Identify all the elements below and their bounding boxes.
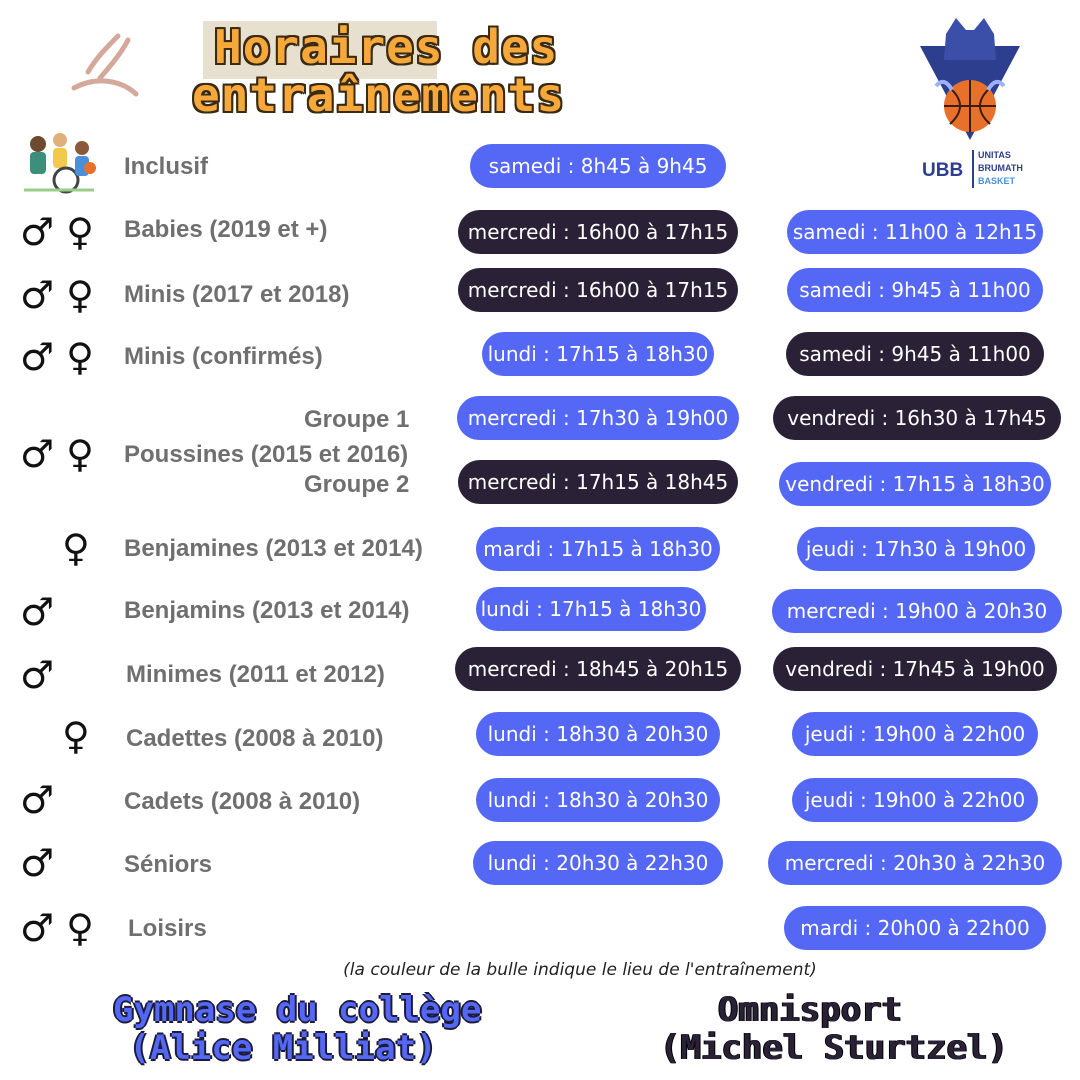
row-label-cadets: Cadets (2008 à 2010): [124, 788, 361, 815]
slot-loisirs-1[interactable]: mardi : 20h00 à 22h00: [784, 906, 1046, 950]
group-label-2: Groupe 2: [304, 471, 410, 498]
group-label-1: Groupe 1: [304, 406, 410, 433]
row-label-cadettes: Cadettes (2008 à 2010): [126, 725, 384, 752]
row-label-benjamines: Benjamines (2013 et 2014): [124, 535, 423, 562]
male-icon: ♂: [20, 778, 55, 822]
logo-line3: BASKET: [978, 176, 1016, 186]
slot-benjamines-2[interactable]: jeudi : 17h30 à 19h00: [797, 527, 1035, 571]
slot-minimes-2[interactable]: vendredi : 17h45 à 19h00: [773, 647, 1057, 691]
slot-benjamines-1[interactable]: mardi : 17h15 à 18h30: [476, 527, 720, 571]
male-female-icon: ♂ ♀: [20, 210, 94, 254]
male-female-icon: ♂ ♀: [20, 273, 94, 317]
slot-babies-2[interactable]: samedi : 11h00 à 12h15: [787, 210, 1043, 254]
row-label-minis-confirmes: Minis (confirmés): [124, 343, 323, 370]
title-word-des: des: [472, 20, 559, 74]
row-label-minimes: Minimes (2011 et 2012): [126, 661, 385, 688]
inclusive-sport-illustration-icon: [20, 128, 98, 196]
row-label-inclusif: Inclusif: [124, 153, 209, 180]
venue-omnisport-line1: Omnisport: [717, 990, 903, 1030]
male-icon: ♂: [20, 841, 55, 885]
slot-benjamins-1[interactable]: lundi : 17h15 à 18h30: [476, 587, 706, 631]
logo-line2: BRUMATH: [978, 163, 1023, 173]
row-label-loisirs: Loisirs: [128, 915, 207, 942]
slot-minis-2017-2[interactable]: samedi : 9h45 à 11h00: [787, 268, 1043, 312]
slot-poussines-g1-1[interactable]: mercredi : 17h30 à 19h00: [457, 396, 739, 440]
venue-omnisport-line2: (Michel Sturtzel): [660, 1028, 1008, 1068]
row-label-seniors: Séniors: [124, 851, 213, 878]
row-label-minis-2017: Minis (2017 et 2018): [124, 281, 350, 308]
slot-minis-2017-1[interactable]: mercredi : 16h00 à 17h15: [458, 268, 738, 312]
slot-minis-confirmes-1[interactable]: lundi : 17h15 à 18h30: [482, 332, 714, 376]
slot-cadettes-1[interactable]: lundi : 18h30 à 20h30: [476, 712, 720, 756]
logo-abbr: UBB: [922, 160, 964, 181]
female-icon: ♀: [62, 714, 90, 758]
slot-minimes-1[interactable]: mercredi : 18h45 à 20h15: [455, 647, 741, 691]
title-word-horaires: Horaires: [214, 20, 444, 74]
male-female-icon: ♂ ♀: [20, 335, 94, 379]
slot-seniors-1[interactable]: lundi : 20h30 à 22h30: [473, 841, 723, 885]
female-icon: ♀: [62, 526, 90, 570]
panther-basketball-logo-icon: [916, 16, 1024, 142]
row-label-benjamins: Benjamins (2013 et 2014): [124, 597, 410, 624]
decorative-brush-icon: [66, 28, 146, 108]
slot-minis-confirmes-2[interactable]: samedi : 9h45 à 11h00: [786, 332, 1044, 376]
slot-poussines-g1-2[interactable]: vendredi : 16h30 à 17h45: [773, 396, 1061, 440]
male-female-icon: ♂ ♀: [20, 432, 94, 476]
page-title-line1: [214, 22, 558, 72]
male-icon: ♂: [20, 653, 55, 697]
slot-seniors-2[interactable]: mercredi : 20h30 à 22h30: [768, 841, 1062, 885]
logo-divider: [972, 150, 974, 188]
venue-gymnase-line1: Gymnase du collège: [113, 990, 482, 1030]
slot-cadets-1[interactable]: lundi : 18h30 à 20h30: [476, 778, 720, 822]
slot-cadets-2[interactable]: jeudi : 19h00 à 22h00: [792, 778, 1038, 822]
slot-babies-1[interactable]: mercredi : 16h00 à 17h15: [458, 210, 738, 254]
slot-inclusif-1[interactable]: samedi : 8h45 à 9h45: [470, 144, 726, 188]
male-icon: ♂: [20, 590, 55, 634]
male-female-icon: ♂ ♀: [20, 906, 94, 950]
legend-note: (la couleur de la bulle indique le lieu de l'entraînement): [343, 960, 817, 980]
slot-cadettes-2[interactable]: jeudi : 19h00 à 22h00: [792, 712, 1038, 756]
row-label-poussines: Poussines (2015 et 2016): [124, 441, 409, 468]
logo-line1: UNITAS: [978, 150, 1011, 160]
row-label-babies: Babies (2019 et +): [124, 216, 328, 243]
page-title-line2: entraînements: [192, 68, 566, 122]
slot-benjamins-2[interactable]: mercredi : 19h00 à 20h30: [772, 589, 1062, 633]
slot-poussines-g2-1[interactable]: mercredi : 17h15 à 18h45: [458, 460, 738, 504]
slot-poussines-g2-2[interactable]: vendredi : 17h15 à 18h30: [779, 462, 1051, 506]
venue-gymnase-line2: (Alice Milliat): [129, 1028, 437, 1068]
